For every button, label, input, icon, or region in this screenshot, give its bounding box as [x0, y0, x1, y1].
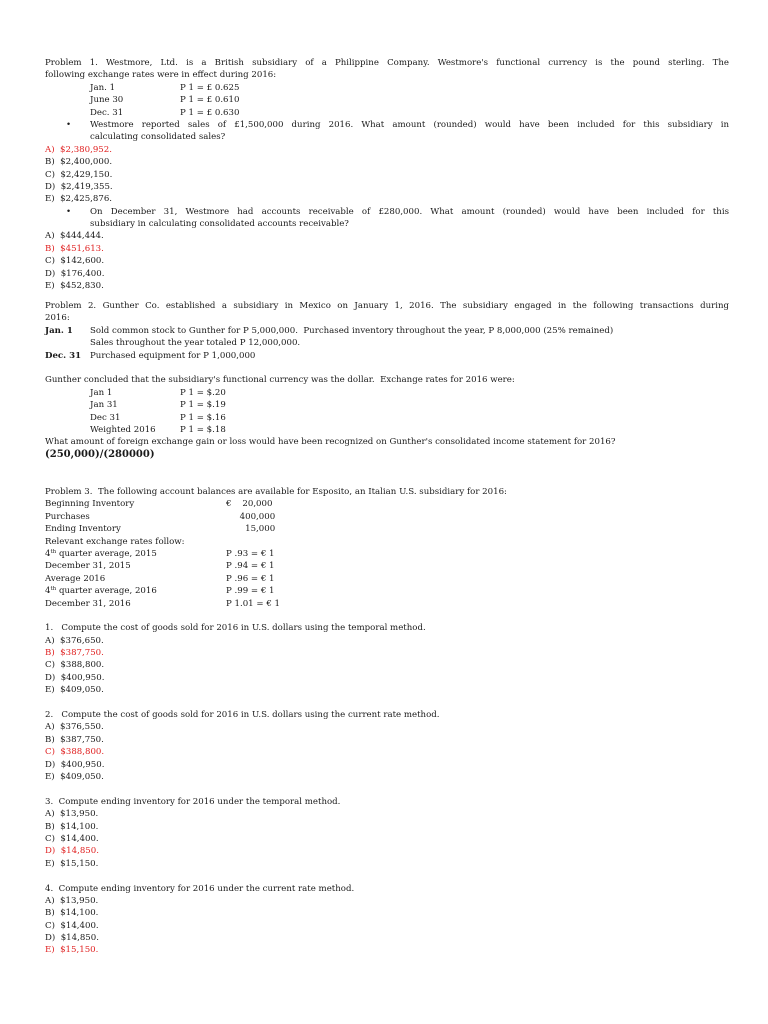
handwritten-answer: (250,000)/(280000): [45, 448, 155, 460]
question-line-2: subsidiary in calculating consolidated accounts receivable?: [90, 219, 349, 230]
answer-option: A) $376,650.: [45, 635, 104, 646]
problem-2-intro-line-1: Problem 2. Gunther Co. established a subsidiary in Mexico on January 1, 2016. The subsidiary engaged in the following transactions during: [45, 301, 729, 311]
transaction-date: [45, 337, 90, 349]
balance-row: [45, 523, 729, 535]
balance-value: 15,000: [226, 524, 276, 535]
rate-row: [45, 107, 729, 119]
rate-value: P 1 = £ 0.630: [180, 107, 240, 118]
question-text: 3. Compute ending inventory for 2016 under the temporal method.: [45, 796, 341, 807]
rate-row: [45, 412, 729, 424]
rate-row: [45, 598, 729, 610]
answer-option: E) $2,425,876.: [45, 194, 113, 205]
rate-date: Dec. 31: [90, 107, 124, 118]
rate-row: [45, 82, 729, 94]
rate-row: [45, 560, 729, 572]
rate-value: P 1 = $.20: [180, 387, 226, 398]
rate-label-pre: 4: [45, 548, 51, 559]
problem-1-intro-line-1: Problem 1. Westmore, Ltd. is a British subsidiary of a Philippine Company. Westmore's functional currency is the pound sterling. The: [45, 58, 729, 68]
transaction-row: [45, 325, 729, 337]
answer-option-correct: C) $388,800.: [45, 747, 105, 758]
balance-value: € 20,000: [226, 499, 273, 510]
rate-value: P 1 = $.18: [180, 424, 226, 435]
transaction-date: Dec. 31: [45, 350, 82, 361]
rate-value: P .96 = € 1: [226, 573, 275, 584]
answer-option: D) $2,419,355.: [45, 181, 113, 192]
rate-row: [45, 573, 729, 585]
answer-option-correct: E) $15,150.: [45, 945, 99, 956]
transaction-text: Sold common stock to Gunther for P 5,000,000. Purchased inventory throughout the year, P 8,000,000 (25% remained): [90, 325, 614, 336]
conclusion-text: Gunther concluded that the subsidiary's functional currency was the dollar. Exchange rates for 2016 were:: [45, 375, 515, 386]
rate-value: P 1 = $.19: [180, 400, 226, 411]
balance-label: Beginning Inventory: [45, 499, 135, 510]
answer-option: D) $14,850.: [45, 933, 99, 944]
question-text: 1. Compute the cost of goods sold for 2016 in U.S. dollars using the temporal method.: [45, 623, 426, 634]
answer-option-correct: B) $451,613.: [45, 243, 104, 254]
rate-date: Jan 1: [90, 387, 113, 398]
answer-option: D) $176,400.: [45, 268, 105, 279]
transaction-date: Jan. 1: [45, 325, 73, 336]
answer-option: A) $376,550.: [45, 722, 104, 733]
problem-3: [45, 486, 729, 957]
question-text: 2. Compute the cost of goods sold for 2016 in U.S. dollars using the current rate method.: [45, 710, 440, 721]
answer-option: D) $400,950.: [45, 759, 105, 770]
rate-date: Dec 31: [90, 412, 121, 423]
transaction-text: Sales throughout the year totaled P 12,000,000.: [90, 338, 301, 349]
rate-value: P 1 = £ 0.610: [180, 95, 240, 106]
answer-option: A) $444,444.: [45, 231, 104, 242]
rate-row: [45, 94, 729, 106]
rate-value: P .94 = € 1: [226, 561, 275, 572]
answer-option: E) $15,150.: [45, 858, 99, 869]
rate-date: Jan. 1: [90, 82, 116, 93]
rate-date: June 30: [90, 95, 124, 106]
bullet-icon: •: [66, 119, 72, 130]
answer-option: B) $14,100.: [45, 908, 99, 919]
answer-option-correct: D) $14,850.: [45, 846, 99, 857]
bullet-icon: •: [66, 206, 72, 217]
transaction-text: Purchased equipment for P 1,000,000: [90, 350, 256, 361]
rate-value: P 1 = $.16: [180, 412, 226, 423]
problem-2-intro-line-2: 2016:: [45, 313, 70, 324]
answer-option: E) $452,830.: [45, 281, 104, 292]
answer-option: C) $2,429,150.: [45, 169, 113, 180]
balance-row: [45, 498, 729, 510]
balance-value: 400,000: [226, 511, 276, 522]
rate-value: P .99 = € 1: [226, 586, 275, 597]
answer-option: C) $388,800.: [45, 660, 105, 671]
question-line-1: Westmore reported sales of £1,500,000 during 2016. What amount (rounded) would have been included for this subsidiary in: [90, 119, 729, 130]
problem-1-intro-line-2: following exchange rates were in effect during 2016:: [45, 70, 277, 81]
rate-row: [45, 548, 729, 560]
rate-row: [45, 585, 729, 597]
rate-label: [45, 548, 226, 560]
rate-label: Average 2016: [45, 573, 106, 584]
answer-option: C) $14,400.: [45, 833, 99, 844]
rates-label: Relevant exchange rates follow:: [45, 536, 185, 547]
answer-option: B) $2,400,000.: [45, 157, 113, 168]
question-text: 4. Compute ending inventory for 2016 under the current rate method.: [45, 883, 355, 894]
rate-value: P 1.01 = € 1: [226, 598, 280, 609]
rate-value: P 1 = £ 0.625: [180, 82, 240, 93]
question-line-2: calculating consolidated sales?: [90, 132, 226, 143]
question-text: What amount of foreign exchange gain or loss would have been recognized on Gunther's consolidated income statement for 2016?: [45, 437, 616, 448]
answer-option: B) $14,100.: [45, 821, 99, 832]
answer-option: E) $409,050.: [45, 685, 104, 696]
rate-row: [45, 424, 729, 436]
answer-option: A) $13,950.: [45, 809, 99, 820]
balance-label: Ending Inventory: [45, 524, 121, 535]
question-bullet: [45, 206, 729, 231]
transaction-row: [45, 337, 729, 349]
rate-row: [45, 399, 729, 411]
rate-date: Weighted 2016: [90, 424, 156, 435]
rate-value: P .93 = € 1: [226, 548, 275, 559]
rate-label-post: quarter average, 2015: [56, 548, 157, 559]
rate-label-pre: 4: [45, 586, 51, 597]
problem-2: [45, 300, 729, 462]
answer-option-correct: A) $2,380,952.: [45, 144, 112, 155]
rate-date: Jan 31: [90, 400, 118, 411]
problem-1: [45, 57, 729, 292]
answer-option: A) $13,950.: [45, 895, 99, 906]
problem-3-intro: Problem 3. The following account balances are available for Esposito, an Italian U.S. subsidiary for 2016:: [45, 487, 507, 497]
rate-label-sup: th: [50, 548, 57, 555]
rate-label-post: quarter average, 2016: [56, 586, 157, 597]
balance-label: Purchases: [45, 511, 90, 522]
rate-row: [45, 387, 729, 399]
answer-option: E) $409,050.: [45, 771, 104, 782]
rate-label-sup: th: [50, 586, 57, 593]
transaction-row: [45, 350, 729, 362]
question-bullet: [45, 119, 729, 144]
answer-option: D) $400,950.: [45, 672, 105, 683]
answer-option: C) $142,600.: [45, 256, 105, 267]
answer-option: B) $387,750.: [45, 734, 104, 745]
rate-label: December 31, 2016: [45, 598, 131, 609]
question-line-1: On December 31, Westmore had accounts receivable of £280,000. What amount (rounded) would have been included for this: [90, 206, 729, 217]
rate-label: [45, 585, 226, 597]
answer-option: C) $14,400.: [45, 920, 99, 931]
balance-row: [45, 511, 729, 523]
answer-option-correct: B) $387,750.: [45, 648, 104, 659]
rate-label: December 31, 2015: [45, 561, 131, 572]
